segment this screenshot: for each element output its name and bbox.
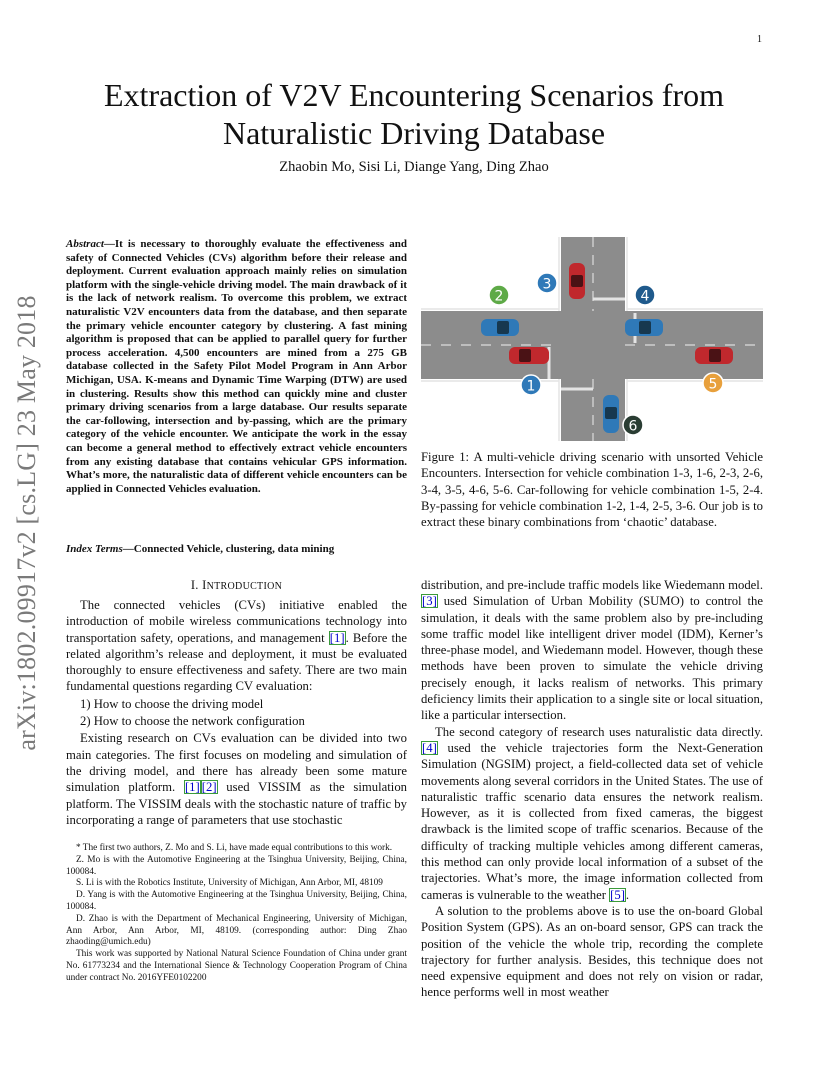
badge-label: 2 — [494, 288, 504, 305]
badge-4 — [635, 285, 655, 305]
car-6-blue — [603, 395, 619, 433]
text-run: distribution, and pre-include traffic models like Wiedemann model. — [421, 578, 763, 592]
index-terms-text: —Connected Vehicle, clustering, data mining — [122, 543, 335, 555]
body-paragraph: A solution to the problems above is to use the on-board Global Position System (GPS). As an on-board sensor, GPS can track the position of the vehicle the whole trip, recording the complete trajectory for further analysis. Besides, this technique does not need expensive equipment and does not rely on vision or radar, hence performs well in most weather — [421, 903, 763, 1000]
intro-paragraph — [66, 730, 407, 828]
citation-link[interactable]: [1] — [329, 630, 345, 645]
citation-link[interactable]: [4] — [422, 740, 437, 755]
arxiv-stamp — [12, 288, 42, 758]
footnote: * The first two authors, Z. Mo and S. Li, have made equal contributions to this work. — [76, 843, 393, 853]
body-paragraph — [421, 724, 763, 903]
figure-intersection — [421, 237, 763, 441]
section-number: I. — [190, 578, 203, 592]
intro-right-column — [421, 577, 763, 1001]
index-terms — [66, 543, 407, 555]
badge-label: 1 — [526, 378, 536, 395]
text-run: The second category of research uses naturalistic data directly. — [435, 724, 763, 739]
list-item: 2) How to choose the network configuration — [80, 714, 305, 729]
footnote: S. Li is with the Robotics Institute, University of Michigan, Ann Arbor, MI, 48109 — [76, 878, 383, 889]
car-4-blue — [625, 319, 663, 336]
footnote: This work was supported by National Natural Science Foundation of China under grant No. 61773234 and the International Sience & Technology Cooperation Program of China under contract No. 2016YFE0102200 — [66, 949, 407, 983]
question-list — [66, 696, 407, 730]
text-run: The connected vehicles (CVs) initiative enabled the introduction of mobile wireless communications technology into transportation safety, operations, and management — [66, 598, 407, 645]
badge-6 — [623, 415, 643, 435]
index-terms-label: Index Terms — [66, 543, 123, 555]
citation-link[interactable]: [2] — [201, 780, 217, 795]
citation-link[interactable]: [5] — [610, 887, 625, 902]
text-run: used Simulation of Urban Mobility (SUMO) to control the simulation, it deals with the same problem also by pre-including some traffic model like intelligent driver model (IDM), Kerner’s three-phase model, and Wiedemann model. However, though these methods have been proven to simulate the vehicle driving precisely enough, it lacks realism of networks. This primary deficiency limits their application to a single site or local situation, like a particular intersection. — [421, 594, 763, 723]
list-item: 1) How to choose the driving model — [80, 696, 264, 711]
car-1-red — [509, 347, 549, 364]
section-rest: NTRODUCTION — [206, 581, 283, 592]
footnote: D. Yang is with the Automotive Engineering at the Tsinghua University, Beijing, China, 100084. — [66, 890, 407, 912]
page-number: 1 — [757, 34, 762, 45]
abstract-text: —It is necessary to thoroughly evaluate the effectiveness and safety of Connected Vehicles (CVs) algorithm before their release and deployment. Current evaluation approach mainly relies on simulation platform with the single-vehicle driving model. The main drawback of it is the lack of network realism. To overcome this problem, we extract naturalistic V2V encounters data from the database, and then separate the primary vehicle encounter category by clustering. A fast mining algorithm is proposed that can be applied to parallel query for further process acceleration. 4,500 encounters are mined from a 275 GB database collected in the Safety Pilot Model Program in Ann Arbor Michigan, USA. K-means and Dynamic Time Warping (DTW) are used in clustering. Results show this method can quickly mine and cluster primary driving scenarios from a large database. Our results separate the car-following, intersection and by-passing, which are the primary category of the vehicle encounter. We anticipate the work in the essay can become a general method to effectively extract vehicle encounters from any existing database that contains vehicular GPS information. What’s more, the naturalistic data of different vehicle encounters can be applied in Connected Vehicles evaluation. — [66, 238, 407, 495]
badge-1 — [521, 375, 541, 395]
citation-link[interactable]: [1] — [184, 780, 200, 795]
abstract — [66, 238, 407, 496]
paper-title: Extraction of V2V Encountering Scenarios from Naturalistic Driving Database — [104, 77, 724, 151]
badge-label: 3 — [542, 276, 552, 293]
arxiv-stamp-text: arXiv:1802.09917v2 [cs.LG] 23 May 2018 — [12, 295, 41, 751]
car-3-red — [569, 263, 585, 299]
text-run: . — [625, 887, 630, 902]
body-paragraph — [421, 577, 763, 724]
badge-5 — [703, 373, 723, 393]
footnote: D. Zhao is with the Department of Mechanical Engineering, University of Michigan, Ann Arbor, Ann Arbor, MI, 48109. (corresponding author: Ding Zhao zhaoding@umich.edu) — [66, 913, 407, 948]
text-run: used VISSIM as the simulation platform. The VISSIM deals with the stochastic nature of traffic by incorporating a range of parameters that use stochastic — [66, 780, 408, 827]
intersection-diagram — [421, 237, 763, 441]
figure-caption: Figure 1: A multi-vehicle driving scenario with unsorted Vehicle Encounters. Intersection for vehicle combination 1-3, 1-6, 2-3, 2-6, 3-4, 3-5, 4-6, 5-6. Car-following for vehicle combination 1-5, 2-4. By-passing for vehicle combination 1-2, 1-4, 2-5, 3-6. Our job is to extract these binary combinations from ‘chaotic’ database. — [421, 450, 763, 530]
text-run: Existing research on CVs evaluation can be divided into two main categories. The first focuses on modeling and simulation of the driving model, and there has already been some mature simulation platform. — [66, 731, 407, 795]
badge-label: 5 — [708, 376, 718, 393]
section-heading — [66, 578, 407, 593]
intro-left-column — [66, 597, 407, 828]
badge-2 — [489, 285, 509, 305]
intro-paragraph — [66, 597, 407, 695]
footnotes — [66, 843, 407, 985]
badge-label: 4 — [640, 288, 650, 305]
citation-link[interactable]: [3] — [422, 594, 437, 609]
badge-3 — [537, 273, 557, 293]
text-run: used the vehicle trajectories form the Next-Generation Simulation (NGSIM) project, a field-collected data set of vehicle movements along several corridors in the United States. The use of naturalistic traffic scenario data ensures the network realism. However, as it is collected from fixed cameras, the biggest drawback is the limited scope of traffic scenarios. Because of the difficulty of tracking multiple vehicles among different cameras, this method can only provide local information of a subset of the trajectories. What’s more, the image information collected from cameras is vulnerable to the weather — [421, 740, 763, 902]
text-run: . Before the related algorithm’s release and deployment, it must be evaluated thoroughly to ensure effectiveness and safety. There are two main fundamental questions regarding CV evaluation: — [66, 630, 407, 694]
car-2-blue — [481, 319, 519, 336]
badge-label: 6 — [628, 418, 638, 435]
car-5-red — [695, 347, 733, 364]
author-list: Zhaobin Mo, Sisi Li, Diange Yang, Ding Zhao — [279, 159, 549, 175]
section-first-letter: I — [202, 578, 207, 592]
footnote: Z. Mo is with the Automotive Engineering at the Tsinghua University, Beijing, China, 100084. — [66, 854, 407, 877]
abstract-label: Abstract — [66, 238, 104, 250]
